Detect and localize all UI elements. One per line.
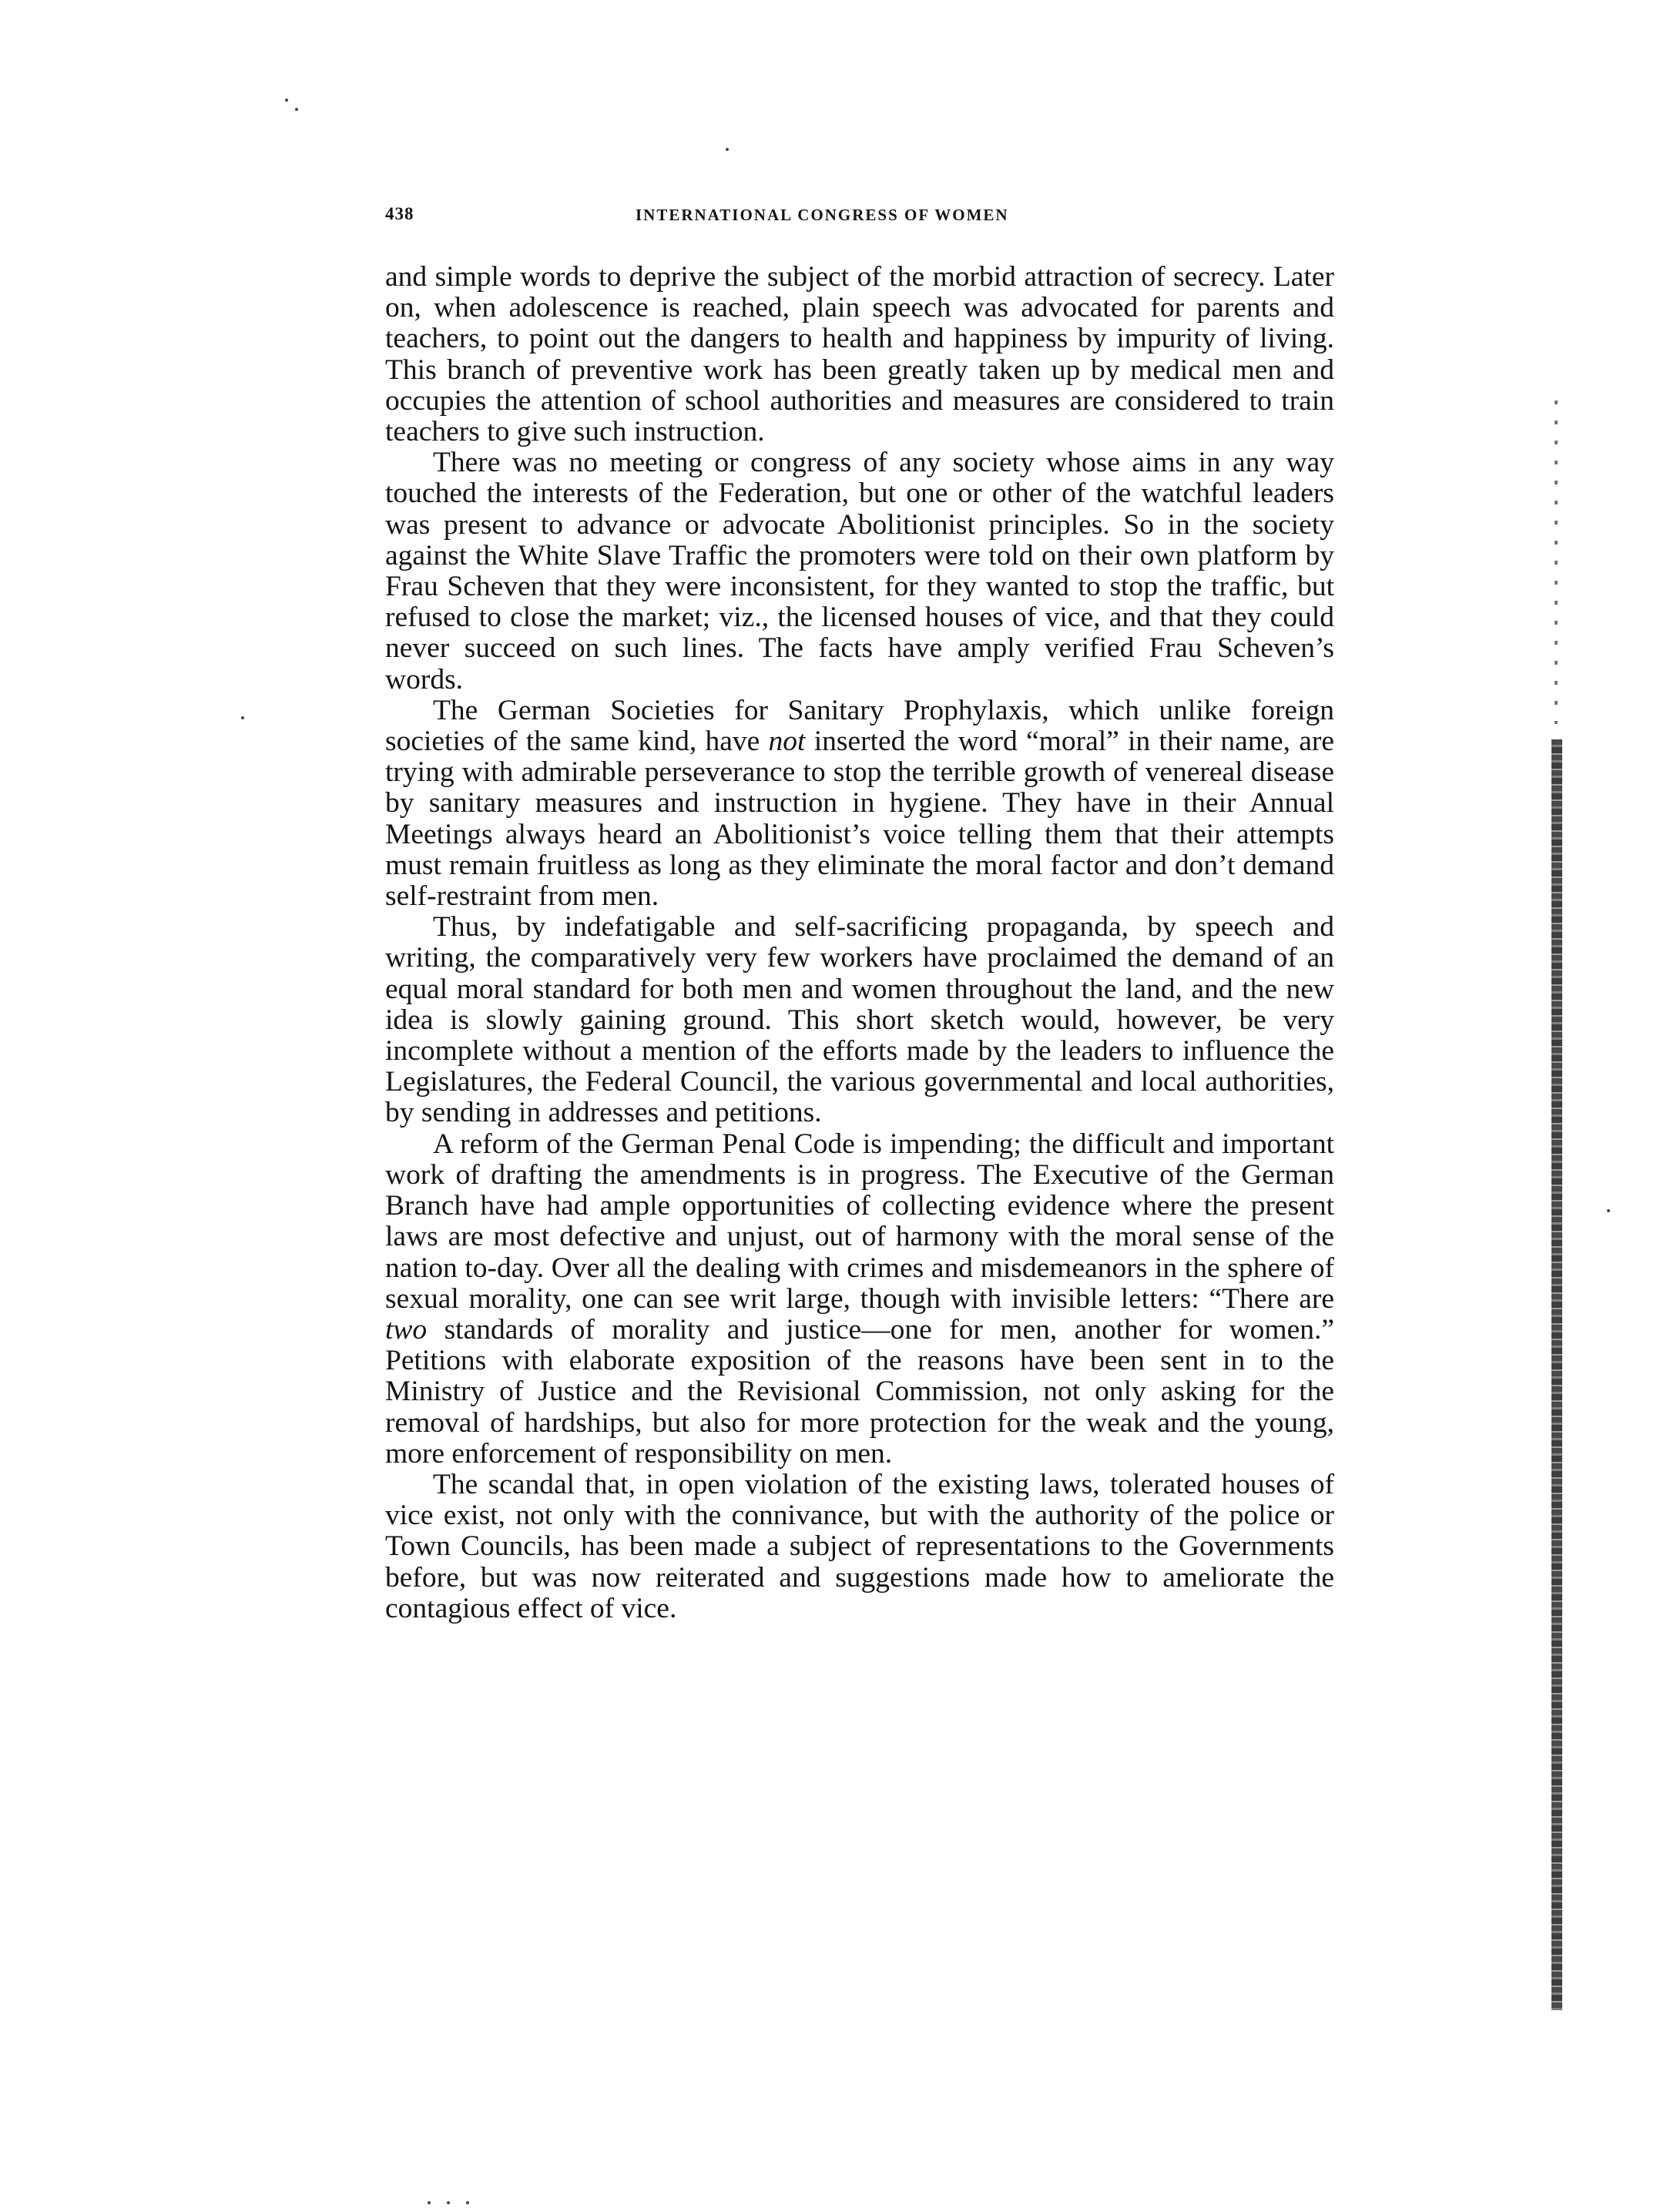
paragraph-text: Thus, by indefatigable and self-sacrificing propaganda, by speech and writing, the comparatively very few workers have proclaimed the demand of an equal moral standard for both men and women throughout the land, and the new idea is slowly gaining ground. This short sketch would, however, be very incomplete without a mention of the efforts made by the leaders to influence the Legislatures, the Federal Council, the various governmental and local authorities, by sending in addresses and petitions. [385, 911, 1334, 1129]
paragraph-text: A reform of the German Penal Code is impending; the difficult and important work of drafting the amendments is in progress. The Executive of the German Branch have had ample opportunities of collecting evidence where the present laws are most defective and unjust, out of harmony with the moral sense of the nation to-day. Over all the dealing with crimes and misdemeanors in the sphere of sexual morality, one can see writ large, though with invisible letters: “There are [385, 1128, 1334, 1315]
paragraph-text: The scandal that, in open violation of the existing laws, tolerated houses of vice exist, not only with the connivance, but with the authority of the police or Town Councils, has been made a subject of representations to the Governments before, but was now reiterated and suggestions made how to ameliorate the contagious effect of vice. [385, 1468, 1334, 1624]
paragraph [385, 695, 1334, 912]
scan-speck [428, 2201, 431, 2204]
paragraph [385, 1470, 1334, 1624]
paragraph-text: and simple words to deprive the subject of the morbid attraction of secrecy. Later on, when adolescence is reached, plain speech was advocated for parents and teachers, to point out the dangers to health and happiness by impurity of living. This branch of preventive work has been greatly taken up by medical men and occupies the attention of school authorities and measures are considered to train teachers to give such instruction. [385, 261, 1334, 448]
paragraph [385, 1129, 1334, 1470]
paragraph-text: inserted the word “moral” in their name, are trying with admirable perseverance to stop the terrible growth of venereal disease by sanitary measures and instruction in hygiene. They have in their Annual Meetings always heard an Abolitionist’s voice telling them that their attempts must remain fruitless as long as they eliminate the moral factor and don’t demand self-restraint from men. [385, 726, 1334, 913]
page-number: 438 [385, 204, 414, 223]
emphasis-text: not [768, 726, 806, 758]
scan-speck [241, 716, 244, 719]
running-head-title: INTERNATIONAL CONGRESS OF WOMEN [636, 206, 1009, 224]
running-head [385, 204, 1340, 235]
paragraph-text: The German Societies for Sanitary Prophylaxis, which unlike foreign societies of the same kind, have [385, 694, 1334, 758]
emphasis-text: two [385, 1313, 428, 1346]
scan-speck [447, 2201, 450, 2204]
scan-speck [466, 2201, 469, 2204]
paragraph-text: There was no meeting or congress of any society whose aims in any way touched the interests of the Federation, but one or other of the watchful leaders was present to advance or advocate Abolitionist principles. So in the society against the White Slave Traffic the promoters were told on their own platform by Frau Scheven that they were inconsistent, for they wanted to stop the traffic, but refused to close the market; viz., the licensed houses of vice, and that they could never succeed on such lines. The facts have amply verified Frau Scheven’s words. [385, 447, 1334, 695]
paragraph [385, 912, 1334, 1128]
body-text [385, 262, 1334, 1624]
paragraph [385, 447, 1334, 695]
paragraph [385, 262, 1334, 447]
scan-speck [285, 99, 288, 102]
paragraph-text: standards of morality and justice—one for men, another for women.” Petitions with elaborate exposition of the reasons have been sent in to the Ministry of Justice and the Revisional Commission, not only asking for the removal of hardships, but also for more protection for the weak and the young, more enforcement of responsibility on men. [385, 1313, 1334, 1470]
scan-speck [726, 148, 729, 151]
scan-speck [295, 108, 298, 111]
scan-speck [1607, 1209, 1610, 1212]
binding-edge-shadow [1551, 739, 1562, 2010]
binding-edge-shadow [1555, 401, 1558, 724]
